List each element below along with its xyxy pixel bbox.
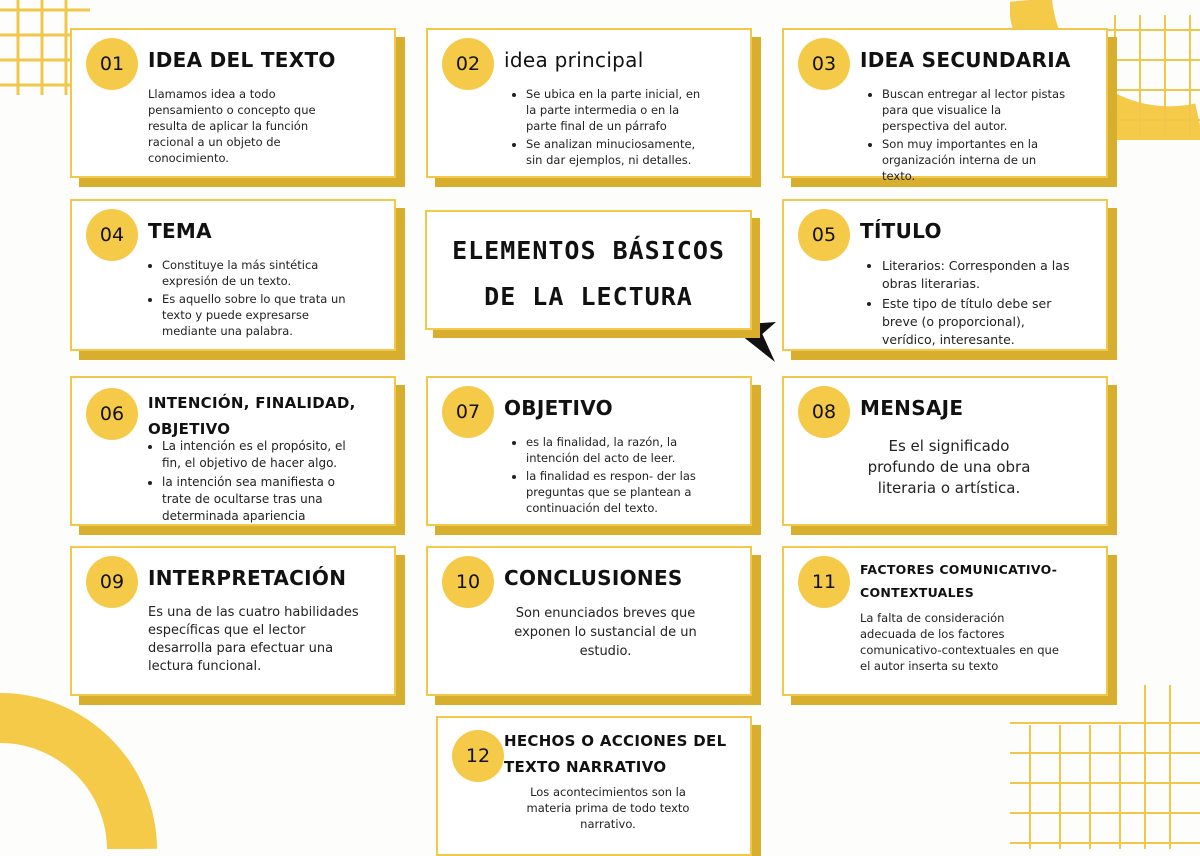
bullet-item: • la intención sea manifiesta o trate de ocultarse tras una determinada apariencia [162, 474, 358, 525]
bullet-item: • La intención es el propósito, el fin, el objetivo de hacer algo. [162, 438, 358, 472]
card-title: TEMA [148, 219, 212, 243]
bullet-item: • la finalidad es respon- der las preguntas que se plantean a continuación del texto. [526, 468, 702, 516]
bullet-item: • Es aquello sobre lo que trata un texto y puede expresarse mediante una palabra. [162, 291, 358, 339]
card-text: Es una de las cuatro habilidades específicas que el lector desarrolla para efectuar una lectura funcional. [148, 605, 359, 674]
number-badge: 10 [442, 556, 494, 608]
card-title: FACTORES COMUNICATIVO-CONTEXTUALES [860, 562, 1058, 600]
card-title: IDEA DEL TEXTO [148, 48, 336, 72]
card-bullets [868, 86, 1068, 186]
card-titulo [782, 199, 1108, 351]
card-title: INTERPRETACIÓN [148, 566, 347, 590]
bullet-item: • es la finalidad, la razón, la intención del acto de leer. [526, 434, 702, 466]
card-text: Es el significado profundo de una obra literaria o artística. [867, 437, 1031, 497]
card-text: Los acontecimientos son la materia prima de todo texto narrativo. [526, 785, 690, 831]
number-badge: 04 [86, 209, 138, 261]
card-bullets [512, 86, 702, 170]
main-title-line1: ELEMENTOS BÁSICOS [452, 236, 725, 265]
main-title-card [425, 210, 752, 330]
number-badge: 02 [442, 38, 494, 90]
number-badge: 12 [452, 730, 504, 782]
number-badge: 06 [86, 388, 138, 440]
arc-decoration-bottom-left [0, 690, 160, 849]
card-factores [782, 546, 1108, 696]
card-mensaje [782, 376, 1108, 526]
card-idea-del-texto [70, 28, 396, 178]
card-interpretacion [70, 546, 396, 696]
card-title: OBJETIVO [504, 396, 613, 420]
card-bullets [148, 438, 358, 527]
bullet-item: • Literarios: Corresponden a las obras literarias. [882, 257, 1078, 293]
card-tema [70, 199, 396, 351]
bullet-item: • Se ubica en la parte inicial, en la parte intermedia o en la parte final de un párrafo [526, 86, 702, 134]
grid-decoration-bottom-right [1010, 685, 1200, 849]
card-title: TÍTULO [860, 219, 942, 243]
bullet-item: • Se analizan minuciosamente, sin dar ejemplos, ni detalles. [526, 136, 702, 168]
number-badge: 07 [442, 386, 494, 438]
card-title: INTENCIÓN, FINALIDAD, OBJETIVO [148, 394, 356, 438]
number-badge: 05 [798, 209, 850, 261]
number-badge: 11 [798, 556, 850, 608]
card-bullets [512, 434, 702, 518]
card-bullets [868, 257, 1078, 351]
number-badge: 03 [798, 38, 850, 90]
card-title: IDEA SECUNDARIA [860, 48, 1071, 72]
bullet-item: • Son muy importantes en la organización interna de un texto. [882, 136, 1068, 184]
card-objetivo [426, 376, 752, 526]
card-idea-principal [426, 28, 752, 178]
number-badge: 01 [86, 38, 138, 90]
number-badge: 09 [86, 556, 138, 608]
card-text: Son enunciados breves que exponen lo sustancial de un estudio. [514, 606, 697, 659]
card-intencion [70, 376, 396, 526]
bullet-item: • Este tipo de título debe ser breve (o proporcional), verídico, interesante. [882, 295, 1078, 349]
card-bullets [148, 257, 358, 341]
main-title-line2: DE LA LECTURA [484, 282, 693, 311]
bullet-item: • Buscan entregar al lector pistas para que visualice la perspectiva del autor. [882, 86, 1068, 134]
bullet-item: • Constituye la más sintética expresión de un texto. [162, 257, 358, 289]
card-text: La falta de consideración adecuada de los factores comunicativo-contextuales en que el autor inserta su texto [860, 611, 1059, 673]
card-hechos [436, 716, 752, 856]
card-conclusiones [426, 546, 752, 696]
number-badge: 08 [798, 386, 850, 438]
card-text: Llamamos idea a todo pensamiento o concepto que resulta de aplicar la función racional a un objeto de conocimiento. [148, 87, 316, 165]
card-title: idea principal [504, 48, 644, 72]
grid-decoration-top-right [1105, 15, 1200, 135]
card-title: MENSAJE [860, 396, 964, 420]
card-title: HECHOS O ACCIONES DEL TEXTO NARRATIVO [504, 732, 727, 776]
card-idea-secundaria [782, 28, 1108, 183]
card-title: CONCLUSIONES [504, 566, 683, 590]
